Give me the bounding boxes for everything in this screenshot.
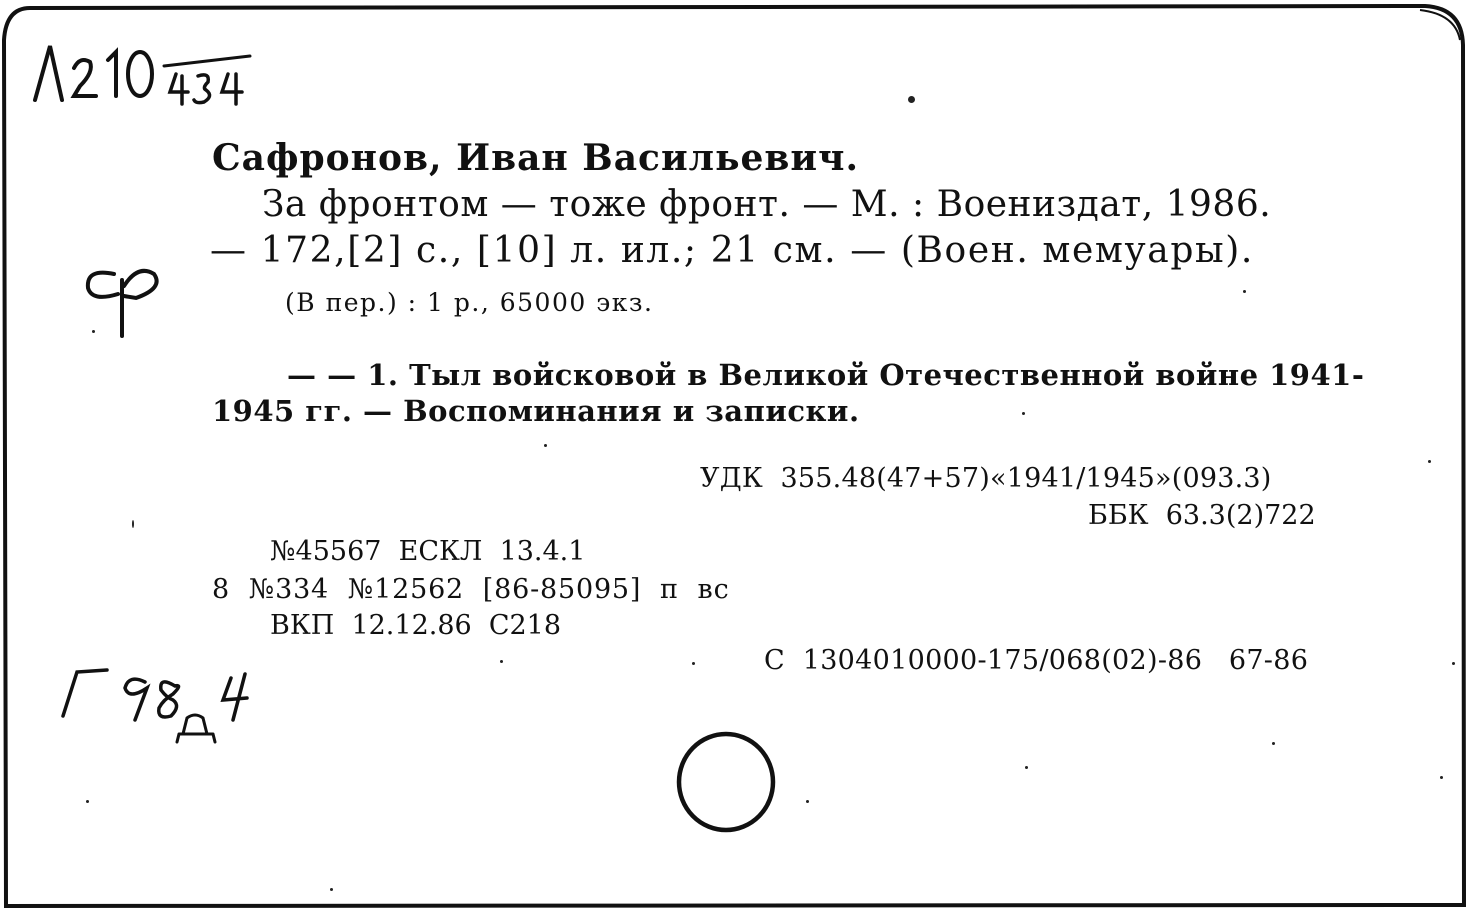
scan-speck bbox=[132, 520, 134, 528]
order-line: 8 №334 №12562 [86-85095] п вс bbox=[212, 574, 730, 605]
vkp-line: ВКП 12.12.86 С218 bbox=[270, 610, 562, 641]
handwritten-f-mark bbox=[78, 258, 168, 347]
binding-price-line: (В пер.) : 1 р., 65000 экз. bbox=[285, 288, 654, 317]
punch-hole bbox=[673, 728, 783, 842]
subject-line-1: — — 1. Тыл войсковой в Великой Отечественной войне 1941- bbox=[287, 358, 1365, 392]
udk-classification: УДК 355.48(47+57)«1941/1945»(093.3) bbox=[700, 463, 1272, 494]
accession-number: №45567 ЕСКЛ 13.4.1 bbox=[270, 536, 586, 567]
scan-speck bbox=[1272, 742, 1275, 745]
subject-line-2: 1945 гг. — Воспоминания и записки. bbox=[212, 394, 860, 428]
scan-speck bbox=[692, 662, 695, 665]
scan-speck bbox=[1243, 290, 1246, 293]
scan-speck bbox=[1440, 776, 1443, 779]
physical-description-line: — 172,[2] с., [10] л. ил.; 21 см. — (Воен. мемуары). bbox=[210, 230, 1254, 271]
scan-speck bbox=[1025, 766, 1028, 769]
scan-speck bbox=[1428, 460, 1431, 463]
scan-speck bbox=[86, 800, 89, 803]
scan-speck bbox=[544, 444, 547, 447]
scan-speck bbox=[1022, 412, 1025, 415]
scan-speck bbox=[908, 96, 915, 103]
handwritten-shelfmark bbox=[30, 38, 270, 117]
handwritten-bottom-code bbox=[55, 660, 285, 754]
catalog-code: С 1304010000-175/068(02)-86 67-86 bbox=[764, 645, 1309, 676]
scan-speck bbox=[806, 800, 809, 803]
scan-speck bbox=[92, 330, 95, 333]
scan-speck bbox=[330, 888, 333, 891]
author-name: Сафронов, Иван Васильевич. bbox=[212, 137, 859, 179]
bbk-classification: ББК 63.3(2)722 bbox=[1088, 500, 1316, 531]
title-line: За фронтом — тоже фронт. — М. : Воениздат, 1986. bbox=[262, 184, 1272, 225]
scan-speck bbox=[1452, 662, 1455, 665]
scan-speck bbox=[500, 660, 503, 663]
